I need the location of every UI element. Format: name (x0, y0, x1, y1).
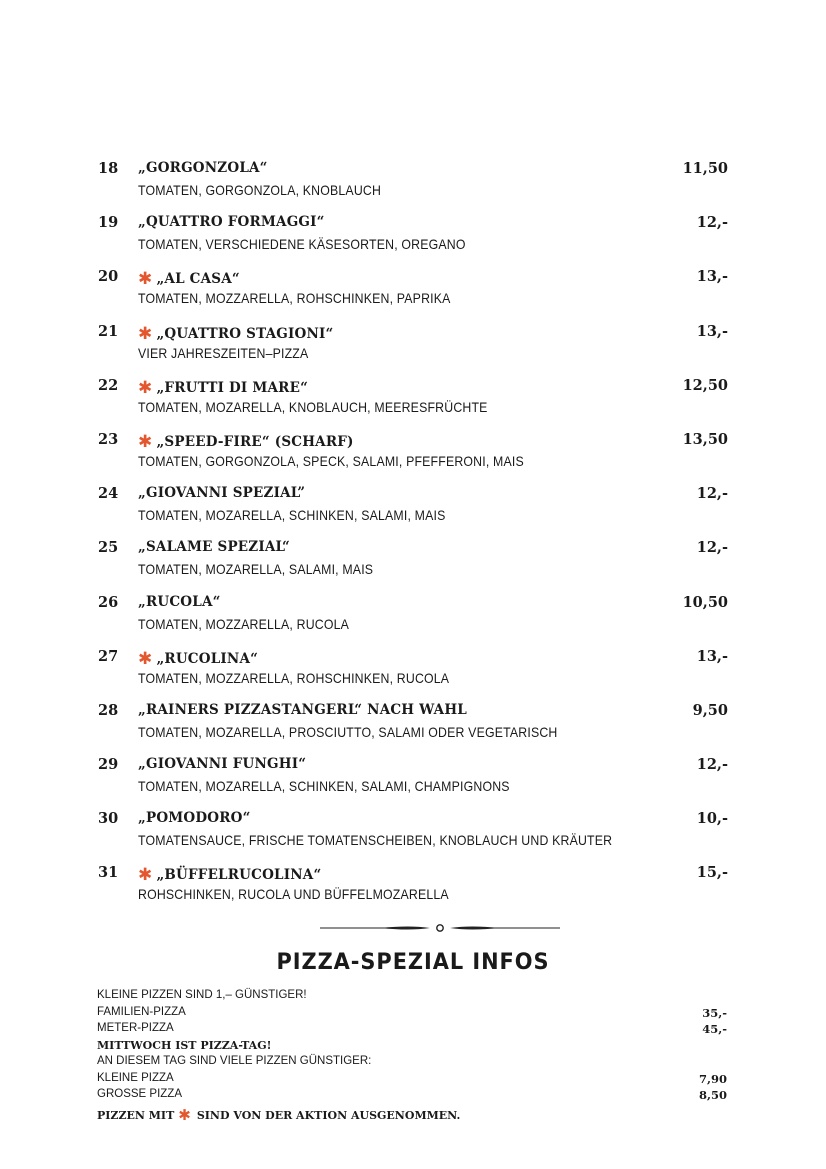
item-price: 10,50 (682, 593, 728, 611)
menu-item (97, 862, 730, 916)
item-description: TOMATEN, MOZARELLA, SCHINKEN, SALAMI, CHAMPIGNONS (138, 778, 510, 795)
item-name (138, 160, 268, 176)
menu-item (97, 646, 730, 700)
item-price: 12,50 (682, 376, 728, 394)
item-name (138, 214, 325, 230)
item-number: 18 (98, 160, 119, 177)
item-name-text: „GIOVANNI FUNGHI“ (138, 756, 307, 773)
item-name (138, 539, 290, 555)
item-price: 12,- (696, 539, 728, 557)
item-name-text: „RAINERS PIZZASTANGERL“ NACH WAHL (138, 701, 467, 718)
item-name-text: „AL CASA“ (156, 271, 240, 288)
item-name-text: „SPEED-FIRE“ (SCHARF) (156, 433, 354, 450)
info-section (97, 988, 729, 1124)
item-number: 27 (98, 647, 119, 665)
menu-item (97, 592, 730, 646)
item-name (138, 268, 240, 288)
item-description: TOMATEN, MOZARELLA, PROSCIUTTO, SALAMI ODER VEGETARISCH (138, 723, 558, 740)
exclusion-note-text (97, 1105, 460, 1123)
item-name-text: „GIOVANNI SPEZIAL” (138, 485, 306, 502)
item-name-text: „QUATTRO FORMAGGI“ (138, 214, 325, 231)
info-text: FAMILIEN-PIZZA (97, 1005, 186, 1018)
item-description: TOMATEN, MOZZARELLA, RUCOLA (138, 615, 350, 632)
item-description: TOMATEN, GORGONZOLA, SPECK, SALAMI, PFEFFERONI, MAIS (138, 452, 524, 469)
info-line (97, 1071, 729, 1088)
item-name-text: „QUATTRO STAGIONI“ (156, 325, 334, 342)
item-number: 28 (98, 701, 119, 719)
item-description: VIER JAHRESZEITEN–PIZZA (138, 344, 309, 361)
item-description: ROHSCHINKEN, RUCOLA UND BÜFFELMOZARELLA (138, 886, 449, 903)
item-number: 24 (98, 485, 119, 503)
item-name (138, 864, 321, 884)
item-name (138, 485, 305, 501)
item-description: TOMATEN, GORGONZOLA, KNOBLAUCH (138, 182, 382, 198)
item-name-text: „RUCOLA“ (138, 593, 221, 610)
info-price: 7,90 (698, 1071, 727, 1086)
item-name-text: „BÜFFELRUCOLINA“ (156, 867, 322, 884)
pizza-menu-list (97, 158, 730, 917)
info-text: GROSSE PIZZA (97, 1088, 182, 1100)
menu-item (97, 429, 730, 483)
item-name-text: „SALAME SPEZIAL“ (138, 539, 290, 556)
menu-item (97, 375, 730, 429)
item-price: 11,50 (682, 160, 728, 177)
item-number: 31 (98, 864, 119, 882)
info-line (97, 988, 729, 1005)
item-price: 9,50 (692, 701, 728, 719)
menu-item (97, 537, 730, 591)
menu-item (97, 700, 730, 754)
item-number: 23 (98, 430, 119, 448)
item-name (138, 377, 308, 397)
info-text: KLEINE PIZZA (97, 1071, 174, 1084)
item-number: 20 (98, 268, 119, 286)
item-number: 25 (98, 539, 119, 557)
menu-item (97, 808, 730, 862)
item-price: 12,- (696, 485, 728, 503)
item-price: 13,- (696, 322, 728, 340)
info-title: PIZZA-SPEZIAL INFOS (276, 950, 550, 975)
menu-item (97, 266, 730, 320)
info-text: AN DIESEM TAG SIND VIELE PIZZEN GÜNSTIGER: (97, 1055, 372, 1067)
star-icon: ✱ (138, 648, 153, 669)
star-icon: ✱ (138, 377, 153, 398)
item-description: TOMATENSAUCE, FRISCHE TOMATENSCHEIBEN, KNOBLAUCH UND KRÄUTER (138, 832, 613, 849)
item-number: 22 (98, 376, 119, 394)
item-name (138, 702, 467, 718)
item-name (138, 431, 354, 451)
item-name (138, 648, 258, 668)
ornamental-divider (320, 920, 560, 936)
info-line (97, 1005, 729, 1022)
item-description: TOMATEN, MOZZARELLA, ROHSCHINKEN, RUCOLA (138, 669, 450, 686)
info-price: 45,- (702, 1022, 727, 1036)
item-price: 12,- (696, 756, 728, 774)
menu-item (97, 483, 730, 537)
item-description: TOMATEN, MOZARELLA, SALAMI, MAIS (138, 561, 374, 578)
item-name (138, 323, 334, 343)
item-name (138, 810, 251, 826)
info-line (97, 1087, 729, 1104)
item-name (138, 756, 306, 772)
item-price: 13,50 (682, 430, 728, 448)
menu-item (97, 158, 730, 212)
info-line (97, 1038, 729, 1055)
item-price: 12,- (696, 214, 728, 232)
item-number: 21 (98, 322, 119, 340)
info-text: KLEINE PIZZEN SIND 1,– GÜNSTIGER! (97, 989, 307, 1001)
item-price: 10,- (696, 810, 728, 828)
note-after: SIND VON DER AKTION AUSGENOMMEN. (196, 1108, 461, 1122)
star-icon: ✱ (138, 865, 153, 886)
star-icon: ✱ (178, 1105, 191, 1124)
item-number: 19 (98, 214, 119, 232)
item-name-text: „POMODORO“ (138, 810, 251, 827)
menu-item (97, 212, 730, 266)
item-price: 13,- (696, 647, 728, 665)
item-description: TOMATEN, MOZZARELLA, ROHSCHINKEN, PAPRIKA (138, 290, 451, 307)
item-description: TOMATEN, VERSCHIEDENE KÄSESORTEN, OREGANO (138, 236, 466, 253)
item-description: TOMATEN, MOZARELLA, SCHINKEN, SALAMI, MAIS (138, 507, 446, 524)
star-icon: ✱ (138, 269, 153, 290)
item-price: 15,- (696, 864, 728, 882)
item-name-text: „GORGONZOLA“ (138, 160, 268, 176)
item-number: 26 (98, 593, 119, 611)
info-line (97, 1021, 729, 1038)
item-number: 29 (98, 756, 119, 774)
info-price: 8,50 (698, 1088, 727, 1102)
item-number: 30 (98, 810, 119, 828)
note-before: PIZZEN MIT (97, 1108, 175, 1122)
info-price: 35,- (702, 1005, 727, 1020)
item-name-text: „RUCOLINA“ (156, 650, 259, 667)
star-icon: ✱ (138, 431, 153, 452)
exclusion-note (97, 1104, 729, 1124)
item-name-text: „FRUTTI DI MARE“ (156, 379, 309, 396)
item-name (138, 594, 221, 610)
info-line (97, 1054, 729, 1071)
menu-item (97, 321, 730, 375)
menu-item (97, 754, 730, 808)
star-icon: ✱ (138, 323, 153, 344)
item-description: TOMATEN, MOZARELLA, KNOBLAUCH, MEERESFRÜCHTE (138, 398, 488, 415)
info-text: METER-PIZZA (97, 1022, 174, 1034)
info-text: MITTWOCH IST PIZZA-TAG! (97, 1038, 272, 1052)
item-price: 13,- (696, 268, 728, 286)
